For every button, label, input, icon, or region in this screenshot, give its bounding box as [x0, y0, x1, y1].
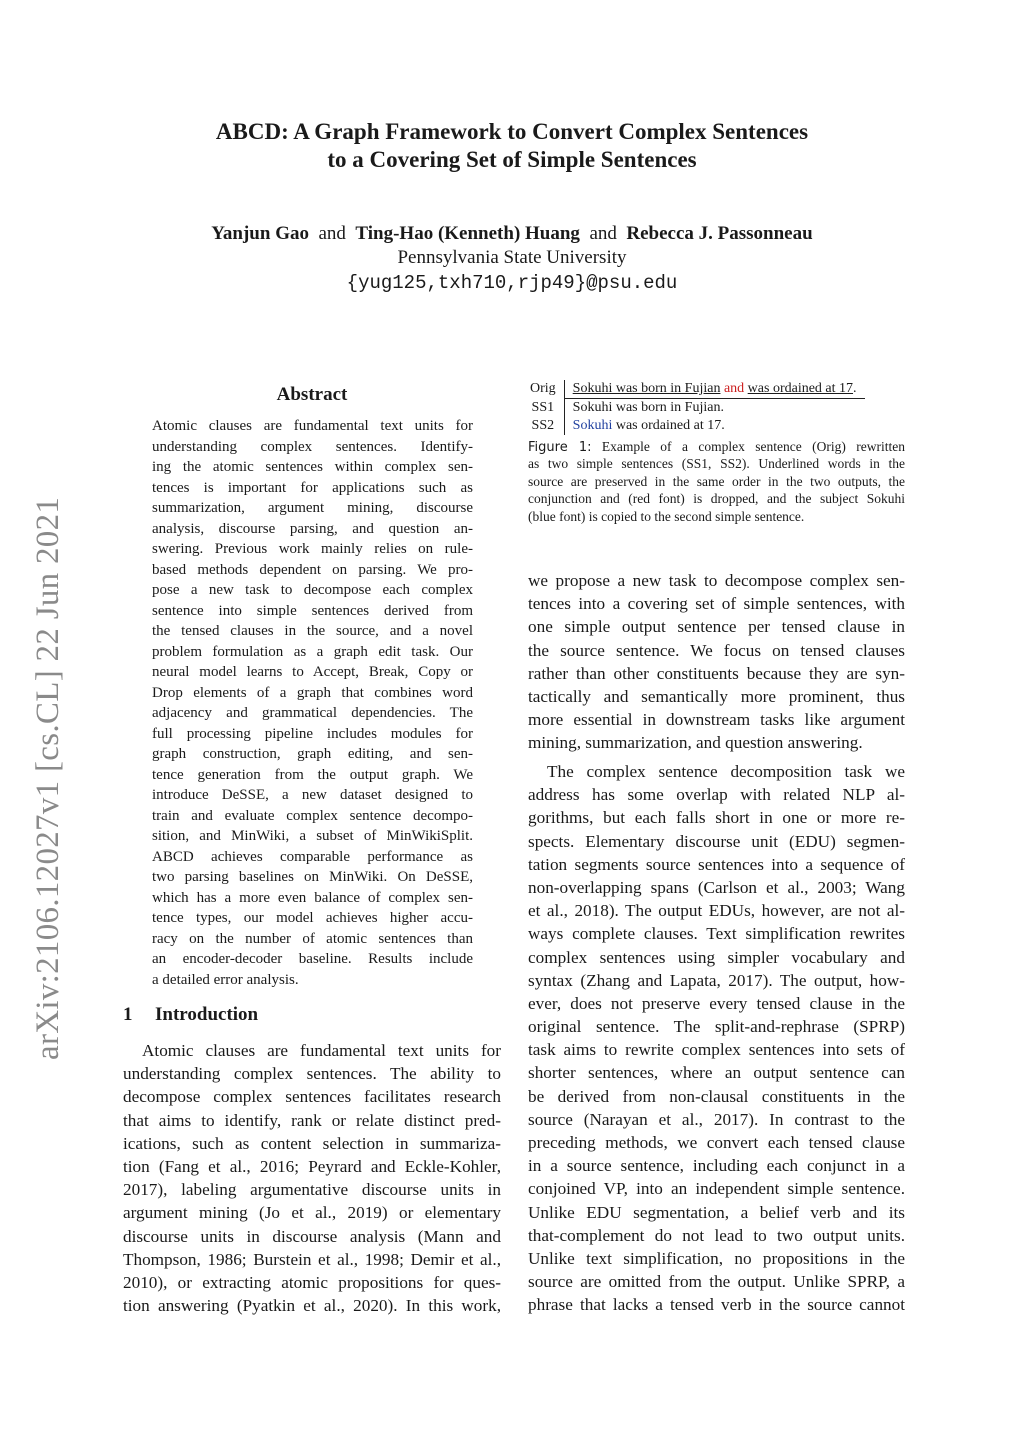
abstract-line: based methods dependent on parsing. We pro- [152, 561, 473, 578]
body-line: decompose complex sentences facilitates research [123, 1087, 501, 1107]
abstract-line: summarization, argument mining, discourse [152, 500, 473, 516]
intro-left-column [123, 1039, 501, 1317]
figure-1-caption [528, 438, 905, 525]
abstract-line: a detailed error analysis. [152, 971, 299, 988]
body-line: conjoined VP, into an independent simple sentence. [528, 1179, 905, 1199]
caption-line: source are preserved in the same order in the two outputs, the [528, 473, 905, 489]
body-line: spects. Elementary discourse unit (EDU) segmen- [528, 831, 905, 851]
body-line: tation segments source sentences into a sequence of [528, 854, 905, 874]
abstract-line: which has a more even balance of complex sen- [152, 889, 473, 906]
abstract-line: full processing pipeline includes modules for [152, 725, 473, 742]
ss2-sentence: Sokuhi was ordained at 17. [572, 418, 725, 433]
body-line: that-complement do not lead to two output units. [528, 1225, 905, 1245]
abstract-line: train and evaluate complex sentence decompo- [152, 807, 473, 824]
abstract-line: tences is important for applications such as [152, 479, 473, 496]
body-line: the source sentence. We focus on tensed clauses [528, 640, 905, 660]
body-line: ways complete clauses. Text simplification rewrites [528, 924, 905, 944]
abstract-line: swering. Previous work mainly relies on rule- [152, 541, 473, 557]
body-line: rather than other constituents because they are syn- [528, 663, 905, 683]
body-line: that aims to identify, rank or relate distinct pred- [123, 1110, 501, 1130]
body-line: one simple output sentence per tensed clause in [528, 617, 905, 637]
body-line: more essential in downstream tasks like argument [528, 710, 905, 730]
body-line: 2017), labeling argumentative discourse units in [123, 1180, 501, 1200]
body-line: The complex sentence decomposition task we [547, 762, 905, 781]
abstract-line: Atomic clauses are fundamental text units for [152, 418, 473, 434]
body-line: syntax (Zhang and Lapata, 2017). The output, how- [528, 970, 905, 990]
section-title: Introduction [155, 1004, 259, 1025]
body-line: complex sentences using simpler vocabulary and [528, 947, 905, 967]
body-line: 2010), or extracting atomic propositions for ques- [123, 1272, 501, 1292]
figure-row-orig [528, 380, 865, 399]
body-line: Thompson, 1986; Burstein et al., 1998; Demir et al., [123, 1249, 501, 1269]
body-line: address has some overlap with related NLP al- [528, 785, 905, 805]
abstract-line: an encoder-decoder baseline. Results include [152, 951, 473, 967]
row-label: SS2 [528, 417, 564, 435]
abstract-heading: Abstract [276, 384, 348, 405]
body-line: original sentence. The split-and-rephrase (SPRP) [528, 1017, 905, 1037]
body-line: ever, does not preserve every tensed clause in the [528, 993, 905, 1013]
abstract-line: two parsing baselines on MinWiki. On DeSSE, [152, 869, 473, 885]
section-heading-introduction [123, 1003, 258, 1027]
section-number: 1 [123, 1004, 133, 1025]
abstract-line: analysis, discourse parsing, and question an- [152, 520, 473, 537]
body-line: tion answering (Pyatkin et al., 2020). In this work, [123, 1296, 501, 1316]
abstract-line: sentence into simple sentences derived from [152, 602, 473, 619]
body-line: mining, summarization, and question answering. [528, 733, 863, 753]
body-line: ications, such as content selection in summariza- [123, 1133, 501, 1153]
body-line: Unlike text simplification, no propositions in the [528, 1248, 905, 1268]
author-3: Rebecca J. Passonneau [626, 223, 813, 244]
body-line: tion (Fang et al., 2016; Peyrard and Eckle-Kohler, [123, 1156, 501, 1176]
abstract-line: Drop elements of a graph that combines word [152, 684, 473, 701]
author-1: Yanjun Gao [211, 223, 309, 244]
body-line: Unlike EDU segmentation, a belief verb and its [528, 1202, 905, 1222]
ss1-sentence: Sokuhi was born in Fujian. [572, 400, 724, 415]
intro-right-paragraph-1 [528, 569, 905, 755]
abstract-line: racy on the number of atomic sentences than [152, 930, 473, 947]
author-separator: and [589, 223, 617, 244]
body-line: source are omitted from the output. Unlike SPRP, a [528, 1272, 905, 1292]
body-line: discourse units in discourse analysis (Mann and [123, 1226, 501, 1246]
caption-line: (blue font) is copied to the second simple sentence. [528, 508, 805, 524]
affiliation: Pennsylvania State University [397, 247, 627, 268]
abstract-line: pose a new task to decompose each complex [152, 582, 473, 598]
arxiv-margin-identifier: arXiv:2106.12027v1 [cs.CL] 22 Jun 2021 [30, 496, 66, 1060]
body-line: in a source sentence, including each conjunct in a [528, 1156, 905, 1176]
body-line: source (Narayan et al., 2017). In contrast to the [528, 1109, 905, 1129]
body-line: non-overlapping spans (Carlson et al., 2003; Wang [528, 877, 905, 897]
title-line-2: to a Covering Set of Simple Sentences [327, 147, 697, 172]
figure-1-table [528, 380, 865, 435]
body-line: shorter sentences, where an output sentence can [528, 1063, 905, 1083]
body-line: preceding methods, we convert each tensed clause [528, 1133, 905, 1152]
body-line: tences into a covering set of simple sentences, with [528, 594, 905, 614]
abstract-line: the tensed clauses in the source, and a novel [152, 623, 473, 639]
abstract-line: adjacency and grammatical dependencies. The [152, 705, 473, 721]
caption-line: as two simple sentences (SS1, SS2). Underlined words in the [528, 456, 905, 472]
abstract-body [152, 416, 473, 990]
author-2: Ting-Hao (Kenneth) Huang [355, 223, 580, 244]
caption-line: Example of a complex sentence (Orig) rewritten [601, 439, 905, 454]
abstract-line: problem formulation as a graph edit task. Our [152, 643, 473, 660]
abstract-line: tence generation from the output graph. We [152, 766, 473, 783]
abstract-line: graph construction, graph editing, and sen- [152, 746, 473, 762]
body-line: task aims to rewrite complex sentences into sets of [528, 1040, 905, 1060]
author-list [100, 222, 924, 246]
orig-sentence: Sokuhi was born in Fujian and was ordained at 17. [564, 380, 864, 399]
body-line: phrase that lacks a tensed verb in the source cannot [528, 1295, 905, 1315]
body-line: gorithms, but each falls short in one or more re- [528, 808, 905, 828]
caption-label: Figure 1: [528, 440, 592, 455]
abstract-line: sition, and MinWiki, a subset of MinWikiSplit. [152, 828, 473, 844]
author-email: {yug125,txh710,rjp49}@psu.edu [346, 272, 678, 294]
abstract-line: understanding complex sentences. Identify- [152, 438, 473, 455]
figure-row-ss1 [528, 399, 865, 418]
row-label: Orig [528, 380, 564, 399]
author-separator: and [318, 223, 346, 244]
paper-title [140, 118, 884, 174]
body-line: et al., 2018). The output EDUs, however, are not al- [528, 901, 905, 921]
abstract-line: neural model learns to Accept, Break, Copy or [152, 664, 473, 680]
intro-right-paragraph-2 [528, 760, 905, 1317]
abstract-line: ing the atomic sentences within complex sen- [152, 459, 473, 475]
caption-line: conjunction and (red font) is dropped, and the subject Sokuhi [528, 491, 905, 507]
abstract-line: introduce DeSSE, a new dataset designed to [152, 787, 473, 803]
abstract-line: tence types, our model achieves higher accu- [152, 910, 473, 926]
body-line: we propose a new task to decompose complex sen- [528, 571, 905, 590]
row-label: SS1 [528, 399, 564, 418]
abstract-line: ABCD achieves comparable performance as [152, 848, 473, 865]
body-line: tactically and semantically more prominent, thus [528, 686, 905, 706]
body-line: argument mining (Jo et al., 2019) or elementary [123, 1203, 501, 1223]
figure-row-ss2 [528, 417, 865, 435]
body-line: Atomic clauses are fundamental text units for [142, 1041, 501, 1060]
title-line-1: ABCD: A Graph Framework to Convert Complex Sentences [215, 119, 809, 144]
body-line: understanding complex sentences. The ability to [123, 1064, 501, 1084]
body-line: be derived from non-clausal constituents in the [528, 1086, 905, 1106]
